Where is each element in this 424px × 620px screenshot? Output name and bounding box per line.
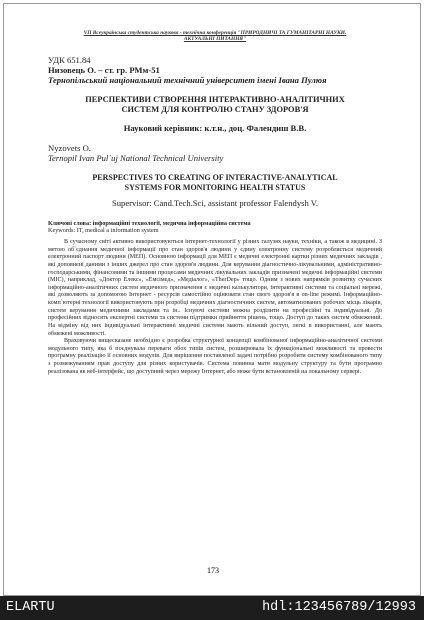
supervisor-ua-label: Науковий керівник:: [123, 122, 203, 133]
paragraph: В сучасному світі активно використовуються інтернет-технології у різних галузях науки, техніки, а також в медицині. З метою об`єднання медичної інформації про стан здоров'я людини у єдину електронну систему розробляється медичний електронний паспорт людини (МЕП). Основною інформації для МЕП є медичні електронні картки різних медичних закладів , які доповнені даними з інших джерел про стан здоров'я людини. Для керування діагностично-лікувальними, адміністративно-господарськими, фінансовими та іншими процесами медичних лікувальних закладів призначені медичні інформаційні системи (МІС), наприклад, «Доктор Елекс», «Емсімед», «Медіалог», «TherDep» тощо. Одним з нових напрямків розвитку сучасних інформаційно-аналітичних систем медичного призначення є медичні калькулятори, інтерактивні системи та соціальні мережі, які дозволяють за допомогою Інтернет - ресурсів самостійно оцінювати стан свого здоров'я в on-line режимі. Інформаційно-комп`ютерні технології використовують при розробці медичних діагностичних систем, автоматизованих робочих місць лікарів, систем керування медичними закладами та ін.. Існуючі системи можна розділити на професійні та індивідуальні. До професійних відносять експертні системи та системи підтримки прийняття рішень, тощо. Доступ до таких систем обмежений. На відміну від них індивідуальні інтерактивні медичні системи мають вільний доступ, легкі в використанні, але мають обмежені можливості.: [48, 239, 382, 337]
supervisor-ua-value: к.т.н., доц. Фалендиш В.В.: [202, 122, 307, 133]
institution-en: Ternopil Ivan Pul`uj National Technical University: [48, 152, 224, 163]
keywords-en: Keywords: IT, medical a information system: [48, 227, 159, 235]
document-content: [48, 4, 382, 376]
repository-footer: [0, 596, 424, 620]
body-text: [48, 239, 382, 376]
document-page: [3, 3, 421, 596]
handle-link[interactable]: hdl:123456789/12993: [262, 600, 416, 615]
conference-header-line2: АКТУАЛЬНІ ПИТАННЯ": [183, 36, 247, 43]
conference-header-line1: VII Всеукраїнська студентська наукова - технічна конференція "ПРИРОДНИЧІ ТА ГУМАНІТАРНІ НАУКИ.: [83, 30, 347, 36]
repository-name: ELARTU: [6, 600, 55, 615]
institution-ua: Тернопільський національний технічний університет імені Івана Пулюя: [48, 74, 327, 85]
title-en: [48, 173, 382, 193]
conference-header: [48, 30, 382, 43]
title-ua: [48, 95, 382, 115]
title-en-line1: PERSPECTIVES TO CREATING OF INTERACTIVE-ANALYTICAL: [92, 172, 338, 182]
paragraph: Враховуючи вищесказане необхідно є розробка структурної концепції комбінованої інформаційно-аналітичної системи модульного типу, яка б поєднувала переваги обох типів систем, розширювала їх функціональні можливості та провести програмну реалізацію її основних модулів. Для вирішення поставленої задачі потрібно розробити систему комбінованого типу з розмежуванням прав доступу для різних користувачів. Система повинна мати модульну структуру та бути програмно реалізована як веб-інтерфейс, що доступний через мережу Інтернет, або може бути встановленій на локальному сервері.: [48, 338, 382, 375]
supervisor-ua: [48, 123, 382, 133]
author-en: Nyzovets O.: [48, 142, 91, 153]
author-ua: Низовець О. – ст. гр. РМм-51: [48, 64, 160, 75]
keywords-ua: Ключові слова: інформаційні технології, медична інформаційна система: [48, 219, 251, 227]
udc-code: УДК 651.84: [48, 54, 91, 65]
title-ua-line2: СИСТЕМ ДЛЯ КОНТРОЛЮ СТАНУ ЗДОРОВ'Я: [121, 104, 309, 114]
title-en-line2: SYSTEMS FOR MONITORING HEALTH STATUS: [124, 182, 306, 192]
page-number: 173: [207, 566, 219, 575]
title-ua-line1: ПЕРСПЕКТИВИ СТВОРЕННЯ ІНТЕРАКТИВНО-АНАЛІТИЧНИХ: [85, 94, 345, 104]
supervisor-en: Supervisor: Cand.Tech.Sci, assistant professor Falendysh V.: [111, 197, 319, 208]
